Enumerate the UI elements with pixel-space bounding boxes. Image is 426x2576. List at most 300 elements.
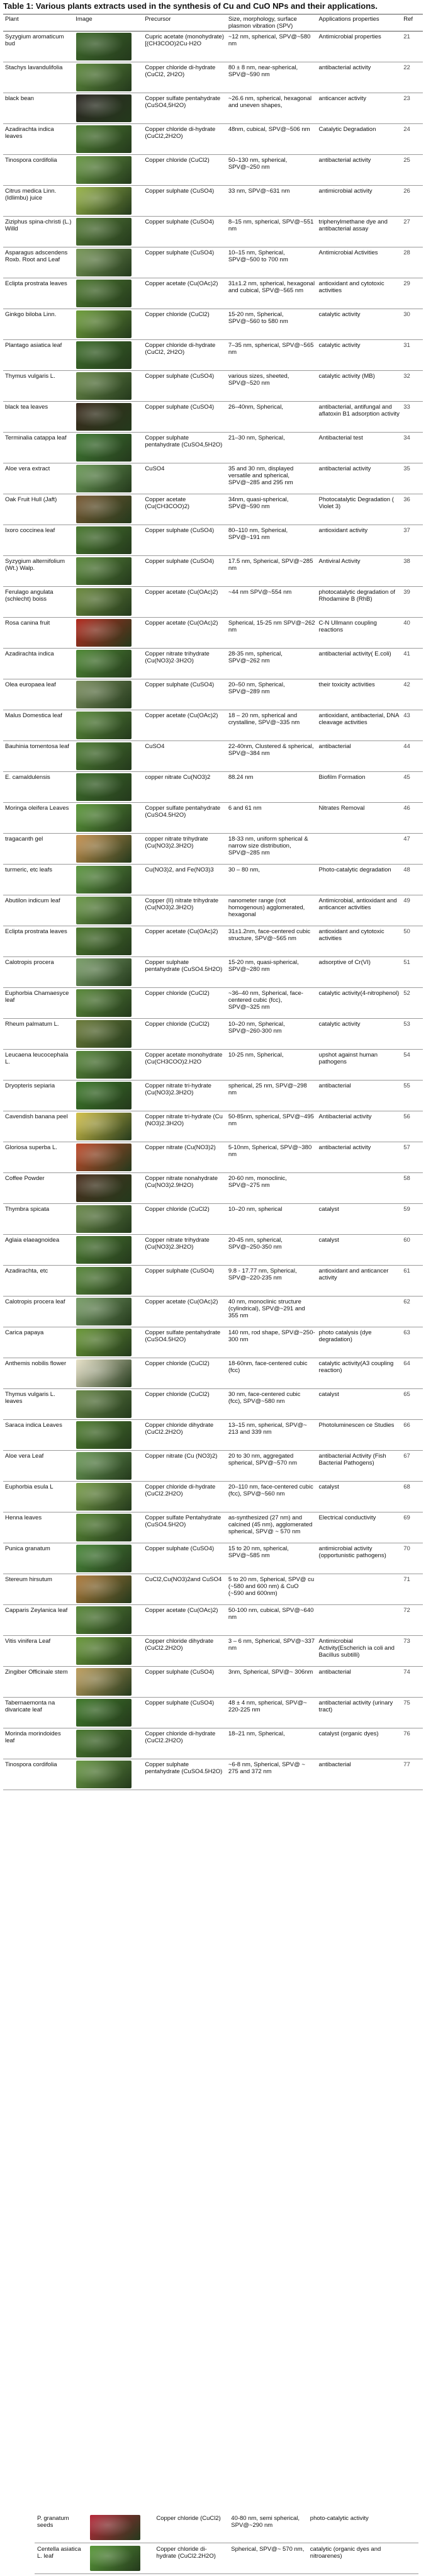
precursor-cell: Copper chloride di-hydrate (CuCl2.2H2O) [143, 1482, 227, 1512]
size-morphology-cell: 18–21 nm, Spherical, [227, 1728, 317, 1759]
plant-cell: Aloe vera extract [3, 463, 74, 494]
table-row [3, 1019, 423, 1050]
precursor-cell: Copper chloride (CuCl2) [143, 309, 227, 340]
image-cell [74, 1728, 143, 1759]
size-morphology-cell: 8–15 nm, spherical, SPV@~551 nm [227, 217, 317, 247]
precursor-cell: Copper nitrate tri-hydrate (Cu (NO3)2.3H2O) [143, 1111, 227, 1142]
image-cell [74, 247, 143, 278]
image-cell [74, 1266, 143, 1297]
applications-cell: catalytic activity(4-nitrophenol) [317, 988, 402, 1019]
image-cell [74, 1605, 143, 1636]
precursor-cell: Copper chloride (CuCl2) [154, 2512, 228, 2543]
size-morphology-cell: 18-33 nm, uniform spherical & narrow size distribution, SPV@~285 nm [227, 834, 317, 865]
applications-cell: photo catalysis (dye degradation) [317, 1327, 402, 1358]
size-morphology-cell: ~26.6 nm, spherical, hexagonal and uneven shapes, [227, 93, 317, 124]
plants-table [3, 14, 423, 1790]
plant-photo [76, 187, 132, 215]
table-row [3, 1297, 423, 1327]
image-cell [74, 741, 143, 772]
plant-cell: Eclipta prostrata leaves [3, 926, 74, 957]
plant-cell: Ferulago angulata (schlecht) boiss [3, 587, 74, 618]
precursor-cell: Copper acetate (Cu(CH3COO)2) [143, 494, 227, 525]
precursor-cell: Copper sulfate pentahydrate (CuSO4.5H2O) [143, 803, 227, 834]
table-row [3, 865, 423, 895]
size-morphology-cell: 50–130 nm, spherical, SPV@~250 nm [227, 155, 317, 186]
applications-cell: Catalytic Degradation [317, 124, 402, 155]
plant-photo [76, 1514, 132, 1541]
table-row [3, 895, 423, 926]
plant-photo [76, 125, 132, 153]
table-row [3, 772, 423, 803]
ref-cell: 68 [401, 1482, 423, 1512]
precursor-cell: Copper sulphate pentahydrate (CuSO4.5H2O) [143, 1759, 227, 1790]
ref-cell: 72 [401, 1605, 423, 1636]
table-row [3, 247, 423, 278]
precursor-cell: Copper nitrate tri-hydrate (Cu(NO3)2.3H2O) [143, 1081, 227, 1111]
table-row [3, 278, 423, 309]
image-cell [74, 494, 143, 525]
plant-cell: Henna leaves [3, 1512, 74, 1543]
table-row [3, 186, 423, 217]
plant-photo [76, 1329, 132, 1356]
ref-cell: 21 [401, 31, 423, 62]
ref-cell: 60 [401, 1235, 423, 1266]
precursor-cell: Copper acetate (Cu(OAc)2) [143, 1605, 227, 1636]
ref-cell: 29 [401, 278, 423, 309]
image-cell [74, 710, 143, 741]
applications-cell: catalytic activity [317, 309, 402, 340]
plant-photo [76, 1143, 132, 1171]
plant-cell: Syzygium alternifolium (Wt.) Walp. [3, 556, 74, 587]
applications-cell: antibacterial activity [317, 62, 402, 93]
applications-cell: Antibacterial test [317, 433, 402, 463]
applications-cell: catalytic (organic dyes and nitroarenes) [308, 2543, 391, 2574]
image-cell [74, 556, 143, 587]
table-row [3, 1759, 423, 1790]
size-morphology-cell: 10–20 nm, spherical [227, 1204, 317, 1235]
table-row [3, 402, 423, 433]
precursor-cell: Copper sulphate (CuSO4) [143, 1698, 227, 1728]
table-row [3, 1204, 423, 1235]
ref-cell: 75 [401, 1698, 423, 1728]
plant-cell: Oak Fruit Hull (Jaft) [3, 494, 74, 525]
ref-cell: 51 [401, 957, 423, 988]
precursor-cell: Copper sulfate pentahydrate (CuSO4,5H2O) [143, 93, 227, 124]
image-cell [74, 1235, 143, 1266]
size-morphology-cell: 10–20 nm, Spherical, SPV@~260-300 nm [227, 1019, 317, 1050]
ref-cell: 77 [401, 1759, 423, 1790]
plant-photo [76, 1575, 132, 1603]
table-row [3, 1327, 423, 1358]
ref-cell: 50 [401, 926, 423, 957]
precursor-cell: Cu(NO3)2, and Fe(NO3)3 [143, 865, 227, 895]
precursor-cell: Copper sulphate (CuSO4) [143, 1667, 227, 1698]
plant-cell: Tinospora cordifolia [3, 1759, 74, 1790]
applications-cell: antibacterial activity [317, 155, 402, 186]
ref-cell: 64 [401, 1358, 423, 1389]
applications-cell [317, 1605, 402, 1636]
size-morphology-cell: 28-35 nm, spherical, SPV@~262 nm [227, 649, 317, 679]
ref-cell: 71 [401, 1574, 423, 1605]
precursor-cell: Copper acetate (Cu(OAc)2) [143, 587, 227, 618]
table-row [3, 741, 423, 772]
applications-cell: antibacterial [317, 1667, 402, 1698]
precursor-cell: Copper acetate monohydrate (Cu(CH3COO)2.H2O [143, 1050, 227, 1081]
applications-cell: Antiviral Activity [317, 556, 402, 587]
image-cell [74, 309, 143, 340]
image-cell [74, 31, 143, 62]
plant-cell: Anthemis nobilis flower [3, 1358, 74, 1389]
size-morphology-cell: 22-40nm, Clustered & spherical, SPV@~384 nm [227, 741, 317, 772]
image-cell [74, 1204, 143, 1235]
ref-cell: 74 [401, 1667, 423, 1698]
image-cell [74, 1667, 143, 1698]
table-row [3, 1698, 423, 1728]
plant-cell: black bean [3, 93, 74, 124]
plant-photo [76, 742, 132, 770]
precursor-cell: Copper sulphate pentahydrate (CuSO4.5H2O) [143, 957, 227, 988]
image-cell [74, 1297, 143, 1327]
plant-cell: Ixoro coccinea leaf [3, 525, 74, 556]
plant-cell: Leucaena leucocephala L. [3, 1050, 74, 1081]
image-cell [74, 340, 143, 371]
image-cell [74, 525, 143, 556]
precursor-cell: Cupric acetate (monohydrate) [(CH3COO)2Cu·H2O [143, 31, 227, 62]
size-morphology-cell: 18 – 20 nm, spherical and crystalline, SPV@~335 nm [227, 710, 317, 741]
table-row [3, 1173, 423, 1204]
table-row [3, 433, 423, 463]
header-size: Size, morphology, surface plasmon vibration (SPV) [227, 14, 317, 31]
table-row [3, 1358, 423, 1389]
size-morphology-cell: 17.5 nm, Spherical, SPV@~285 nm [227, 556, 317, 587]
plant-cell: Malus Domestica leaf [3, 710, 74, 741]
plant-photo [76, 280, 132, 307]
applications-cell: Electrical conductivity [317, 1512, 402, 1543]
image-cell [74, 834, 143, 865]
plant-photo [76, 341, 132, 369]
precursor-cell: Copper chloride di-hydrate (CuCl2.2H2O) [154, 2543, 228, 2574]
plant-photo [76, 156, 132, 184]
ref-cell: 42 [401, 679, 423, 710]
table-row [3, 679, 423, 710]
plant-cell: Abutilon indicum leaf [3, 895, 74, 926]
ref-cell: 35 [401, 463, 423, 494]
plant-photo [76, 681, 132, 708]
plant-photo [76, 526, 132, 554]
table-row [3, 217, 423, 247]
applications-cell: antioxidant, antibacterial, DNA cleavage activities [317, 710, 402, 741]
applications-cell: catalytic activity [317, 340, 402, 371]
plant-cell: black tea leaves [3, 402, 74, 433]
image-cell [74, 1050, 143, 1081]
plant-cell: Ziziphus spina-christi (L.) Willd [3, 217, 74, 247]
applications-cell: antioxidant activity [317, 525, 402, 556]
applications-cell: catalytic activity [317, 1019, 402, 1050]
plant-photo [76, 1113, 132, 1140]
table-row [3, 31, 423, 62]
plant-cell: Tabernaemonta na divaricate leaf [3, 1698, 74, 1728]
precursor-cell: Copper sulphate pentahydrate (CuSO4,5H2O) [143, 433, 227, 463]
precursor-cell: CuCl2,Cu(NO3)2and CuSO4 [143, 1574, 227, 1605]
plant-photo [76, 1483, 132, 1511]
ref-cell: 41 [401, 649, 423, 679]
applications-cell: Photocatalytic Degradation ( Violet 3) [317, 494, 402, 525]
image-cell [74, 93, 143, 124]
table-row [3, 463, 423, 494]
size-morphology-cell: nanometer range (not homogenous) agglomerated, hexagonal [227, 895, 317, 926]
precursor-cell: Copper chloride di-hydrate (CuCl2, 2H2O) [143, 62, 227, 93]
plant-photo [76, 650, 132, 678]
plant-photo [76, 64, 132, 91]
plant-photo [76, 1452, 132, 1480]
ref-cell: 49 [401, 895, 423, 926]
ref-cell: 55 [401, 1081, 423, 1111]
plant-cell: Capparis Zeylanica leaf [3, 1605, 74, 1636]
applications-cell: catalytic activity (MB) [317, 371, 402, 402]
size-morphology-cell: spherical, 25 nm, SPV@~298 nm [227, 1081, 317, 1111]
table-row [3, 926, 423, 957]
precursor-cell: Copper sulphate (CuSO4) [143, 1266, 227, 1297]
image-cell [74, 926, 143, 957]
plant-photo [76, 989, 132, 1017]
precursor-cell: Copper acetate (Cu(OAc)2) [143, 618, 227, 649]
applications-cell [317, 1297, 402, 1327]
table-row [3, 1543, 423, 1574]
precursor-cell: Copper nitrate nonahydrate (Cu(NO3)2.9H2O) [143, 1173, 227, 1204]
ref-cell: 28 [401, 247, 423, 278]
applications-cell: antibacterial activity [317, 1142, 402, 1173]
table-row [3, 710, 423, 741]
plant-photo [76, 1205, 132, 1233]
plant-cell: tragacanth gel [3, 834, 74, 865]
plant-cell: Eclipta prostrata leaves [3, 278, 74, 309]
image-cell [74, 1636, 143, 1667]
ref-cell: 30 [401, 309, 423, 340]
image-cell [74, 772, 143, 803]
plant-photo [90, 2546, 140, 2571]
plant-cell: Rosa canina fruit [3, 618, 74, 649]
precursor-cell: Copper sulphate (CuSO4) [143, 1543, 227, 1574]
image-cell [74, 1698, 143, 1728]
ref-cell: 66 [401, 1420, 423, 1451]
plant-photo [76, 897, 132, 924]
precursor-cell: Copper sulphate (CuSO4) [143, 371, 227, 402]
plant-photo [76, 1390, 132, 1418]
table-row [35, 2543, 418, 2574]
ref-cell: 61 [401, 1266, 423, 1297]
applications-cell: antibacterial Activity (Fish Bacterial Pathogens) [317, 1451, 402, 1482]
size-morphology-cell: 10–15 nm, Spherical, SPV@~500 to 700 nm [227, 247, 317, 278]
plant-photo [76, 465, 132, 492]
precursor-cell: Copper sulphate (CuSO4) [143, 402, 227, 433]
precursor-cell: Copper nitrate (Cu (NO3)2) [143, 1451, 227, 1482]
image-cell [74, 463, 143, 494]
plant-cell: Vitis vinifera Leaf [3, 1636, 74, 1667]
applications-cell: Antimicrobial Activity(Escherich ia coli and Bacillus subtilli) [317, 1636, 402, 1667]
size-morphology-cell: 3nm, Spherical, SPV@~ 306nm [227, 1667, 317, 1698]
continuation-table [35, 2512, 418, 2574]
table-continuation [0, 2512, 426, 2574]
plant-cell: Punica granatum [3, 1543, 74, 1574]
size-morphology-cell: 9.8 - 17.77 nm, Spherical, SPV@~220-235 nm [227, 1266, 317, 1297]
table-row [3, 1574, 423, 1605]
image-cell [74, 1759, 143, 1790]
table-row [3, 1512, 423, 1543]
precursor-cell: Copper chloride dihydrate (CuCl2.2H2O) [143, 1420, 227, 1451]
plant-photo [76, 1267, 132, 1295]
plant-cell: Thymbra spicata [3, 1204, 74, 1235]
image-cell [74, 895, 143, 926]
ref-cell: 52 [401, 988, 423, 1019]
size-morphology-cell: 31±1.2nm, face-centered cubic structure, SPV@~565 nm [227, 926, 317, 957]
size-morphology-cell: 21–30 nm, Spherical, [227, 433, 317, 463]
precursor-cell: Copper chloride (CuCl2) [143, 155, 227, 186]
applications-cell: Nitrates Removal [317, 803, 402, 834]
table-row [3, 1728, 423, 1759]
plant-cell: Terminalia catappa leaf [3, 433, 74, 463]
plant-photo [76, 928, 132, 955]
table-row [3, 93, 423, 124]
applications-cell: anticancer activity [317, 93, 402, 124]
plant-photo [76, 218, 132, 246]
plant-photo [76, 588, 132, 616]
plant-cell: Saraca indica Leaves [3, 1420, 74, 1451]
size-morphology-cell: 15 to 20 nm, spherical, SPV@~585 nm [227, 1543, 317, 1574]
size-morphology-cell: 50-100 nm, cubical, SPV@~640 nm [227, 1605, 317, 1636]
table-row [3, 371, 423, 402]
precursor-cell: Copper acetate (Cu(OAc)2) [143, 710, 227, 741]
plant-cell: Stachys lavandulifolia [3, 62, 74, 93]
ref-cell: 63 [401, 1327, 423, 1358]
size-morphology-cell: 20–50 nm, Spherical, SPV@~289 nm [227, 679, 317, 710]
plant-cell: Olea europaea leaf [3, 679, 74, 710]
size-morphology-cell: ~6-8 nm, Spherical, SPV@ ~ 275 and 372 nm [227, 1759, 317, 1790]
plant-cell: Gloriosa superba L. [3, 1142, 74, 1173]
size-morphology-cell: 10-25 nm, Spherical, [227, 1050, 317, 1081]
table-row [3, 988, 423, 1019]
plant-photo [76, 496, 132, 523]
ref-cell: 37 [401, 525, 423, 556]
ref-cell: 70 [401, 1543, 423, 1574]
plant-photo [76, 1699, 132, 1727]
size-morphology-cell: 6 and 61 nm [227, 803, 317, 834]
plant-photo [90, 2515, 140, 2540]
table-row [3, 618, 423, 649]
ref-cell: 32 [401, 371, 423, 402]
applications-cell: catalyst [317, 1389, 402, 1420]
size-morphology-cell: as-synthesized (27 nm) and calcined (45 nm), agglomerated spherical, SPV@ ~ 570 nm [227, 1512, 317, 1543]
plant-cell: Cavendish banana peel [3, 1111, 74, 1142]
ref-cell: 76 [401, 1728, 423, 1759]
plant-cell: Zingiber Officinale stem [3, 1667, 74, 1698]
precursor-cell: CuSO4 [143, 741, 227, 772]
table-row [3, 649, 423, 679]
table-row [3, 834, 423, 865]
size-morphology-cell: ~44 nm SPV@~554 nm [227, 587, 317, 618]
plant-photo [76, 1637, 132, 1665]
ref-cell: 57 [401, 1142, 423, 1173]
applications-cell: their toxicity activities [317, 679, 402, 710]
continuation-body [35, 2512, 418, 2574]
image-cell [87, 2512, 154, 2543]
plant-photo [76, 372, 132, 400]
plant-cell: Aglaia elaeagnoidea [3, 1235, 74, 1266]
size-morphology-cell: 34nm, quasi-spherical, SPV@~590 nm [227, 494, 317, 525]
image-cell [74, 618, 143, 649]
plant-photo [76, 1545, 132, 1572]
size-morphology-cell: 7–35 nm, spherical, SPV@~565 nm [227, 340, 317, 371]
table-row [3, 124, 423, 155]
ref-cell: 62 [401, 1297, 423, 1327]
applications-cell: catalyst [317, 1235, 402, 1266]
ref-cell [391, 2512, 418, 2543]
plant-photo [76, 33, 132, 60]
precursor-cell: Copper sulphate (CuSO4) [143, 525, 227, 556]
ref-cell: 36 [401, 494, 423, 525]
table-row [3, 556, 423, 587]
size-morphology-cell: various sizes, sheeted, SPV@~520 nm [227, 371, 317, 402]
table-row [3, 1667, 423, 1698]
applications-cell: catalyst (organic dyes) [317, 1728, 402, 1759]
image-cell [74, 988, 143, 1019]
precursor-cell: CuSO4 [143, 463, 227, 494]
ref-cell: 73 [401, 1636, 423, 1667]
ref-cell: 44 [401, 741, 423, 772]
applications-cell [317, 1574, 402, 1605]
plant-photo [76, 804, 132, 832]
applications-cell: photocatalytic degradation of Rhodamine B (RhB) [317, 587, 402, 618]
size-morphology-cell: 80 ± 8 nm, near-spherical, SPV@~590 nm [227, 62, 317, 93]
precursor-cell: Copper chloride (CuCl2) [143, 1358, 227, 1389]
plant-cell: Plantago asiatica leaf [3, 340, 74, 371]
plant-photo [76, 835, 132, 863]
size-morphology-cell: 31±1.2 nm, spherical, hexagonal and cubical, SPV@~565 nm [227, 278, 317, 309]
plant-photo [76, 619, 132, 647]
table-row [3, 1050, 423, 1081]
applications-cell: Photo-catalytic degradation [317, 865, 402, 895]
plant-photo [76, 310, 132, 338]
size-morphology-cell: 35 and 30 nm, displayed versatile and spherical, SPV@~285 and 295 nm [227, 463, 317, 494]
precursor-cell: copper nitrate Cu(NO3)2 [143, 772, 227, 803]
plant-cell: Euphorbia Chamaesyce leaf [3, 988, 74, 1019]
size-morphology-cell: 3 – 6 nm, Spherical, SPV@~337 nm [227, 1636, 317, 1667]
plant-photo [76, 1359, 132, 1387]
ref-cell: 59 [401, 1204, 423, 1235]
ref-cell: 56 [401, 1111, 423, 1142]
applications-cell: antioxidant and cytotoxic activities [317, 926, 402, 957]
image-cell [74, 1142, 143, 1173]
plant-cell: Coffee Powder [3, 1173, 74, 1204]
applications-cell: catalyst [317, 1204, 402, 1235]
image-cell [74, 1327, 143, 1358]
image-cell [74, 278, 143, 309]
plant-photo [76, 1051, 132, 1079]
table-row [3, 587, 423, 618]
table-row [3, 1111, 423, 1142]
plant-photo [76, 1236, 132, 1264]
size-morphology-cell: 30 – 80 nm, [227, 865, 317, 895]
plant-photo [76, 1421, 132, 1449]
ref-cell: 34 [401, 433, 423, 463]
applications-cell: antimicrobial activity (opportunistic pathogens) [317, 1543, 402, 1574]
size-morphology-cell: 20-45 nm, spherical, SPV@~250-350 nm [227, 1235, 317, 1266]
precursor-cell: Copper chloride (CuCl2) [143, 988, 227, 1019]
header-ref: Ref [401, 14, 423, 31]
applications-cell: upshot against human pathogens [317, 1050, 402, 1081]
table-row [3, 1142, 423, 1173]
applications-cell: photo-catalytic activity [308, 2512, 391, 2543]
ref-cell: 27 [401, 217, 423, 247]
